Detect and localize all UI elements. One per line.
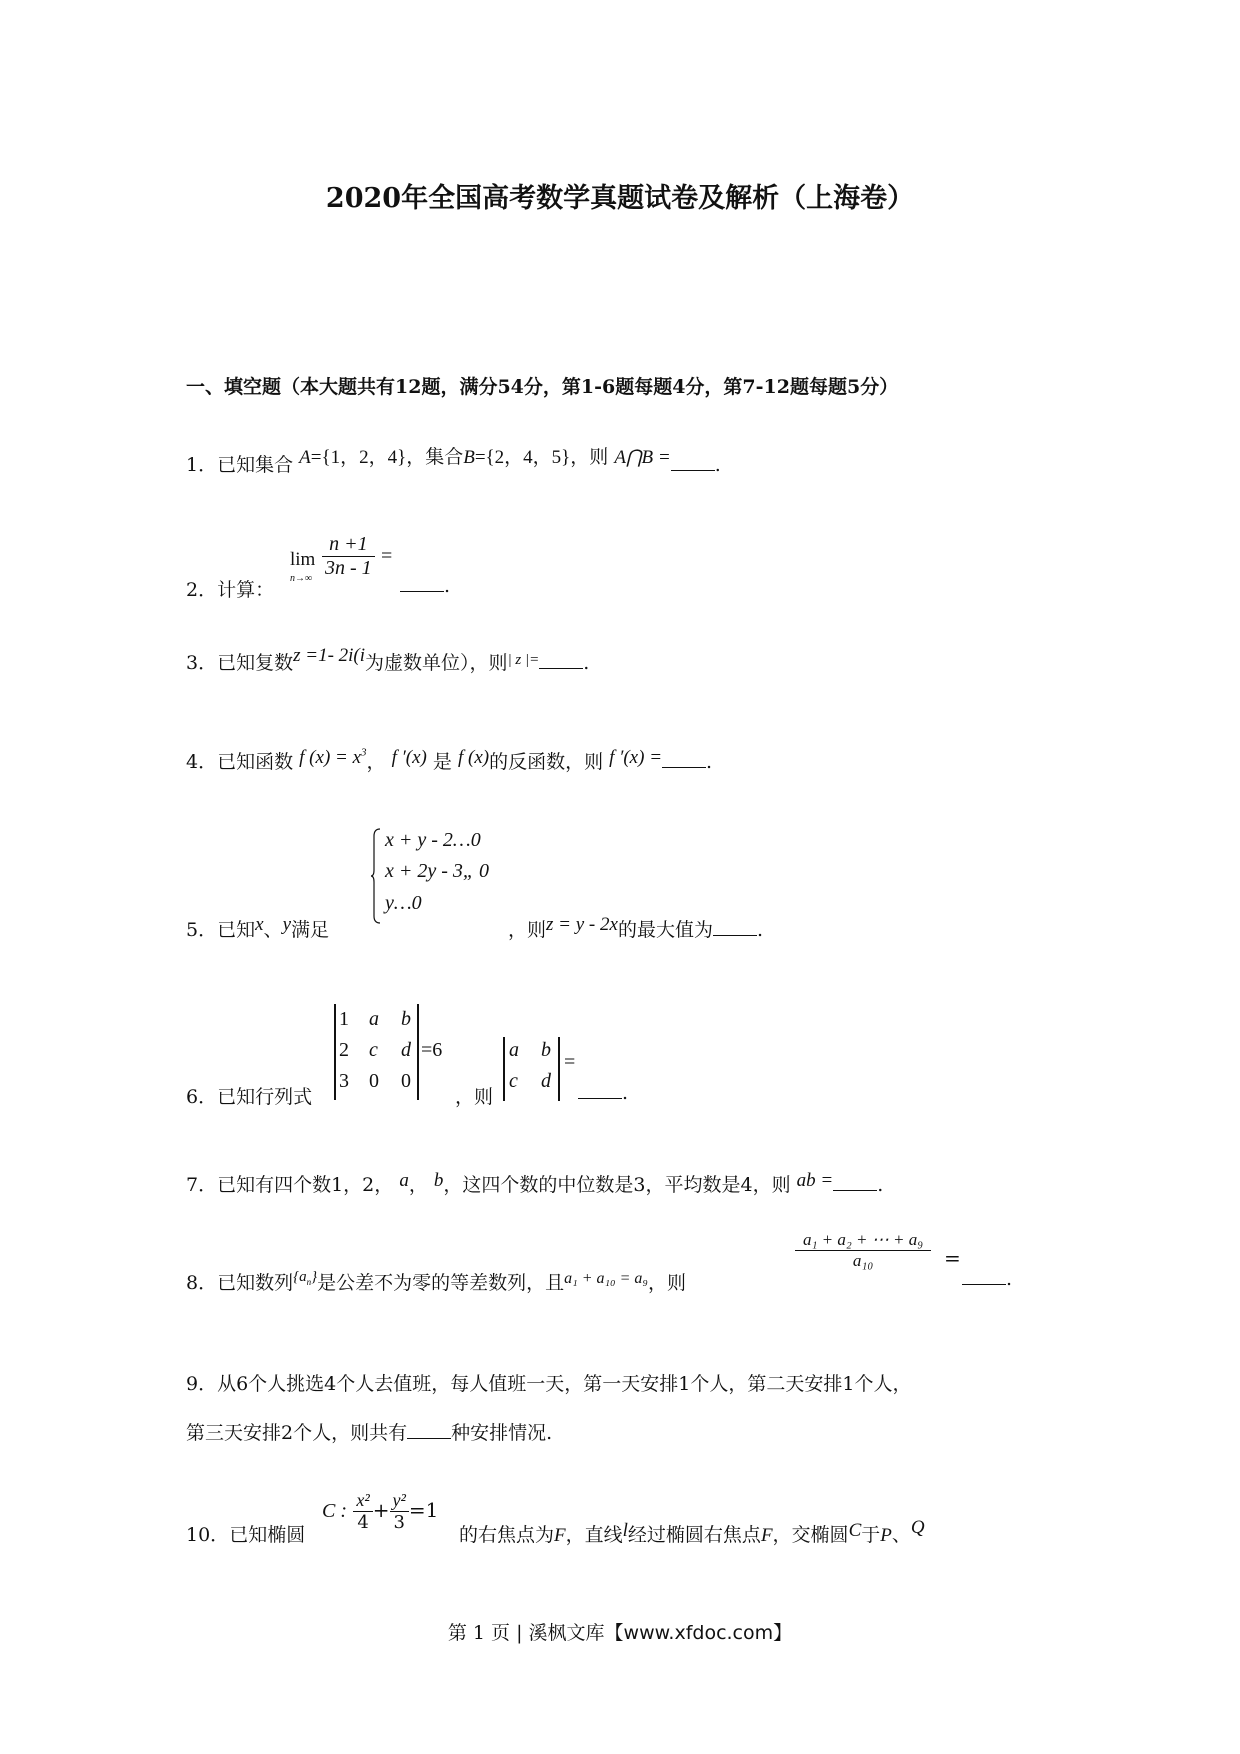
q3-number: 3． — [186, 652, 218, 674]
q5-period: . — [756, 919, 763, 941]
question-5 — [186, 915, 329, 942]
answer-blank — [539, 652, 583, 669]
q7-period: . — [877, 1174, 884, 1196]
q5-system-brace — [371, 828, 381, 929]
answer-blank — [407, 1422, 451, 1439]
question-10 — [186, 1520, 305, 1547]
q6-number: 6． — [186, 1086, 218, 1108]
q10-ellipse-eq — [322, 1490, 438, 1533]
q10-text-5: ，交椭圆 — [772, 1524, 849, 1546]
q10-l: l — [622, 1520, 628, 1541]
page-title: 2020年全国高考数学真题试卷及解析（上海卷） — [325, 183, 915, 214]
q2-numerator: n +1 — [322, 533, 375, 557]
question-7 — [186, 1170, 883, 1197]
det1-left-bar — [334, 1004, 336, 1100]
q8-condition: a₁ + a₁₀ = a₉ — [564, 1270, 648, 1287]
det2-equals: = — [564, 1051, 576, 1073]
footer-separator: | — [510, 1622, 529, 1644]
det1-equals: =6 — [421, 1039, 443, 1061]
question-9-line-1: 9．从6个人挑选4个人去值班，每人值班一天，第一天安排1个人，第二天安排1个人， — [186, 1373, 912, 1395]
q10-num-2: y² — [390, 1490, 409, 1512]
footer-page-number: 第 1 页 — [447, 1622, 511, 1644]
footer-url: 【www.xfdoc.com】 — [604, 1622, 793, 1644]
q3-text: 已知复数 — [217, 652, 294, 674]
q1-set-a-values: ={1，2，4}，集合 — [310, 447, 464, 468]
q2-number: 2． — [186, 579, 218, 601]
det1-cell: 0 — [401, 1070, 411, 1092]
q10-num-1: x² — [353, 1490, 372, 1512]
q10-c: C : — [322, 1500, 347, 1522]
det1-right-bar — [417, 1004, 419, 1100]
q8-period: . — [1006, 1268, 1013, 1290]
q10-f: F — [554, 1525, 566, 1546]
footer-site-name: 溪枫文库 — [528, 1622, 605, 1644]
q4-inverse-eq: f ′(x) = — [609, 747, 663, 768]
q5-text-3: ，则 — [508, 919, 547, 941]
question-1 — [186, 447, 721, 477]
q7-text-2: ，这四个数的中位数是3，平均数是4，则 — [443, 1174, 791, 1196]
q8-answer — [962, 1268, 1012, 1290]
q7-comma: ， — [408, 1174, 428, 1196]
q2-limit-subscript — [290, 573, 312, 584]
det1-cell: d — [401, 1039, 411, 1061]
q6-text-2 — [455, 1082, 493, 1109]
q5-constraint-3: y…0 — [385, 892, 422, 914]
q5-constraint-2: x + 2y - 3„ 0 — [385, 860, 490, 882]
q1-intersection: A⋂B = — [614, 447, 671, 468]
q10-c-2: C — [848, 1520, 862, 1541]
q5-text: 已知 — [217, 919, 256, 941]
q10-text-3: ，直线 — [565, 1524, 623, 1546]
question-6 — [186, 1082, 312, 1109]
q8-text: 已知数列 — [217, 1272, 294, 1294]
q4-number: 4． — [186, 751, 218, 773]
q8-equals: = — [944, 1246, 961, 1270]
det1-cell: b — [401, 1008, 411, 1030]
q7-text: 已知有四个数1，2， — [217, 1174, 394, 1196]
q2-equals: = — [381, 545, 393, 567]
q5-objective: z = y - 2x — [546, 914, 618, 935]
q4-text-3: 的反函数，则 — [489, 751, 604, 773]
q10-plus: + — [372, 1498, 390, 1522]
q7-ab: ab = — [796, 1170, 834, 1191]
q8-numerator: a₁ + a₂ + ⋯ + a₉ — [795, 1230, 931, 1251]
q7-number: 7． — [186, 1174, 218, 1196]
question-8 — [186, 1268, 686, 1295]
question-2 — [186, 575, 274, 602]
det2-cell: a — [509, 1039, 519, 1061]
section-heading: 一、填空题（本大题共有12题，满分54分，第1-6题每题4分，第7-12题每题5分） — [186, 376, 899, 398]
q6-period: . — [622, 1082, 629, 1104]
q10-eq: =1 — [408, 1498, 439, 1522]
q2-limit — [290, 548, 315, 571]
q10-text: 已知椭圆 — [229, 1524, 306, 1546]
det2-cell: c — [509, 1070, 518, 1092]
q4-period: . — [706, 751, 713, 773]
q1-set-b-values: ={2，4，5}，则 — [474, 447, 609, 468]
q1-period: . — [714, 454, 721, 476]
det1-cell: 3 — [339, 1070, 349, 1092]
question-9-line-2 — [186, 1418, 552, 1445]
q10-text-6: 于 — [861, 1524, 881, 1546]
q4-exponent: 3 — [361, 746, 367, 759]
q2-answer — [400, 575, 450, 597]
det2-cell: b — [541, 1039, 551, 1061]
det1-cell: 1 — [339, 1008, 349, 1030]
q10-text-2: 的右焦点为 — [459, 1524, 555, 1546]
det1-cell: 2 — [339, 1039, 349, 1061]
q1-number: 1． — [186, 454, 218, 476]
answer-blank — [962, 1268, 1006, 1285]
q6-text: 已知行列式 — [217, 1086, 313, 1108]
q10-number: 10． — [186, 1524, 230, 1546]
q4-text-2: 是 — [432, 751, 452, 773]
q8-text-2: 是公差不为零的等差数列，且 — [317, 1272, 565, 1294]
answer-blank — [671, 454, 715, 471]
q8-seq: {a — [293, 1269, 307, 1285]
answer-blank — [578, 1082, 622, 1099]
q3-text-2: 为虚数单位），则 — [365, 652, 508, 674]
q3-complex: z =1- 2i(i — [293, 645, 366, 666]
q4-fx: f (x) — [457, 747, 490, 768]
q8-text-3: ，则 — [647, 1272, 686, 1294]
q3-modulus: | z |= — [507, 652, 540, 668]
q5-number: 5． — [186, 919, 218, 941]
q10-q: Q — [910, 1517, 925, 1538]
q8-seq-sub: n — [306, 1277, 312, 1287]
answer-blank — [400, 575, 444, 592]
q2-limsub: n→∞ — [290, 573, 313, 584]
q9-text: 第三天安排2个人，则共有 — [186, 1422, 408, 1444]
q2-denominator: 3n - 1 — [325, 557, 372, 579]
q3-period: . — [583, 652, 590, 674]
q5-text-4: 的最大值为 — [617, 919, 713, 941]
q5-y: y — [282, 914, 291, 935]
q10-f-2: F — [760, 1525, 773, 1546]
q7-a: a — [399, 1170, 409, 1191]
q10-den-1: 4 — [357, 1512, 369, 1533]
q5-constraint-1: x + y - 2…0 — [385, 829, 481, 851]
q5-tail — [508, 915, 763, 942]
q10-text-4: 经过椭圆右焦点 — [627, 1524, 761, 1546]
answer-blank — [662, 751, 706, 768]
question-3 — [186, 645, 590, 675]
q7-b: b — [433, 1170, 444, 1191]
det1-cell: c — [369, 1039, 378, 1061]
q2-lim-word: lim — [290, 549, 316, 570]
det2-left-bar — [503, 1037, 505, 1101]
det2-cell: d — [541, 1070, 551, 1092]
q2-period: . — [444, 575, 451, 597]
q4-inverse: f ′(x) — [391, 747, 427, 768]
q8-fraction — [795, 1230, 931, 1271]
q4-function: f (x) = x — [299, 747, 362, 768]
q10-p: P — [880, 1525, 892, 1546]
q4-text: 已知函数 — [217, 751, 294, 773]
page-footer — [0, 1618, 1240, 1645]
det1-cell: a — [369, 1008, 379, 1030]
q6-then: ，则 — [455, 1086, 494, 1108]
q5-text-2: 满足 — [291, 919, 330, 941]
q1-text: 已知集合 — [217, 454, 294, 476]
q5-brace-icon — [371, 828, 381, 924]
q4-comma: ， — [366, 751, 386, 773]
q6-answer — [578, 1082, 628, 1104]
q2-fraction — [322, 533, 392, 580]
det2-right-bar — [558, 1037, 560, 1101]
q1-set-b: B — [463, 447, 475, 468]
q8-number: 8． — [186, 1272, 218, 1294]
q10-den-2: 3 — [393, 1512, 405, 1533]
q1-set-a: A — [299, 447, 311, 468]
q5-x: x — [255, 914, 264, 935]
question-4 — [186, 747, 712, 774]
q2-text: 计算： — [217, 579, 275, 601]
q5-sep: 、 — [263, 919, 283, 941]
answer-blank — [833, 1174, 877, 1191]
answer-blank — [713, 919, 757, 936]
q9-text-2: 种安排情况. — [451, 1422, 553, 1444]
det1-cell: 0 — [369, 1070, 379, 1092]
q8-denominator: a₁₀ — [852, 1251, 874, 1270]
q10-text-7: 、 — [891, 1524, 911, 1546]
q8-seq-end: } — [311, 1269, 318, 1285]
q10-tail — [459, 1517, 925, 1547]
